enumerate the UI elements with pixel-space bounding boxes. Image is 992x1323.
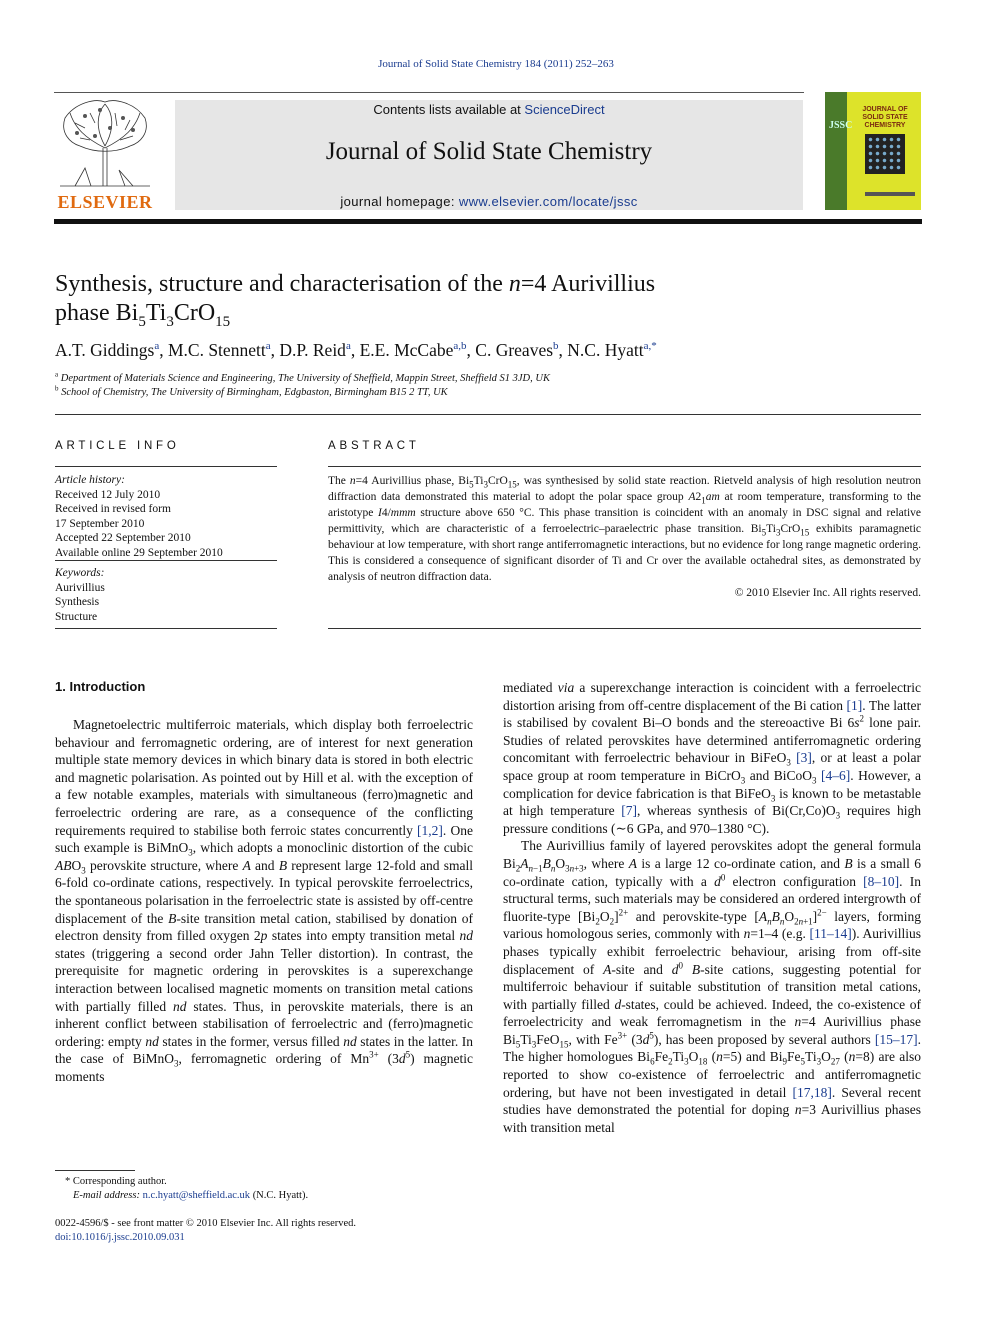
copyright: © 2010 Elsevier Inc. All rights reserved. [734, 587, 921, 599]
article-info-heading: ARTICLE INFO [55, 440, 180, 452]
homepage-link[interactable]: www.elsevier.com/locate/jssc [458, 194, 638, 209]
journal-title: Journal of Solid State Chemistry [325, 138, 653, 165]
keywords: Keywords: Aurivillius Synthesis Structure [55, 567, 105, 623]
masthead-top-rule [54, 92, 804, 93]
footnote-rule [55, 1170, 135, 1171]
author-list: A.T. Giddings$^a$, M.C. Stennett$^a$, D.P. Reid$^a$, E.E. McCabe$^{a,b}$, C. Greaves$^b$, N.C. Hyatt$^{a,*}$ [55, 340, 657, 360]
divider [328, 466, 921, 467]
journal-cover-thumbnail[interactable] [825, 92, 921, 210]
homepage-line: journal homepage: www.elsevier.com/locate/jssc [340, 194, 638, 209]
section-heading: 1. Introduction [55, 679, 146, 694]
corresponding-footnote: * Corresponding author. E-mail address: n.c.hyatt@sheffield.ac.uk (N.C. Hyatt). [65, 1176, 309, 1201]
author[interactable]: M.C. Stennett [167, 340, 266, 360]
affiliation-b: $^b$ School of Chemistry, The University of Birmingham, Edgbaston, Birmingham B15 2 TT, UK [55, 384, 448, 398]
cover-publisher-mark [865, 192, 915, 196]
publisher-logo-text: ELSEVIER [57, 192, 153, 212]
sciencedirect-link[interactable]: ScienceDirect [524, 102, 605, 117]
journal-citation[interactable]: Journal of Solid State Chemistry 184 (2011) 252–263 [378, 58, 614, 70]
divider [55, 466, 277, 467]
cover-spine-text: JSSC [829, 120, 853, 131]
elsevier-tree-logo-icon [55, 98, 155, 190]
email-link[interactable]: n.c.hyatt@sheffield.ac.uk [142, 1190, 251, 1201]
divider [55, 628, 277, 629]
body-column-left: Magnetoelectric multiferroic materials, which display both ferroelectric behaviour and ferromagnetic ordering, are of interest for next generation multiple state memory devices in which binary data is stored in both electric and magnetic polarisation. As pointed out by Hill et al. with the exception of a few notable examples, materials with simultaneous (ferro)magnetic and ferroelectric ordering are rare, as a consequence of the conflicting requirements required to stabilise both ferroic states concurrently [1,2]. One such example is BiMnO$_3$, which adopts a monoclinic distortion of the cubic $ABO_3$ perovskite structure, where A and B represent large 12-fold and small 6-fold co-ordinate cations, respectively. In typical perovskite ferroelectrics, the spontaneous polarisation in the ferroelectric state is assisted by off-centre displacement of the B-site transition metal cation, stabilised by donation of electron density from filled oxygen 2p states into empty transition metal nd states (triggering a second order Jahn Teller distortion). In contrast, the prerequisite for magnetic ordering in perovskites is a superexchange interaction between localised magnetic moments on transition metal cations with partially filled nd states. Thus, in perovskite materials, there is an inherent conflict between stabilisation of ferroelectric and (ferro)magnetic ordering: empty nd states in the former, versus filled nd states in the latter. In the case of BiMnO$_3$, ferromagnetic ordering of $Mn^{3+}$ $(3d^5)$ magnetic moments [55, 717, 474, 1084]
contents-line: Contents lists available at ScienceDirect [373, 102, 605, 117]
cover-pattern [867, 136, 903, 172]
cover-spine [825, 92, 853, 210]
divider [328, 628, 921, 629]
author[interactable]: E.E. McCabe [359, 340, 454, 360]
divider [55, 560, 277, 561]
body-column-right: mediated via a superexchange interaction is coincident with a ferroelectric distortion arising from off-centre displacement of the Bi cation [1]. The latter is stabilised by covalent Bi–O bonds and the stereoactive Bi $6s^2$ lone pair. Studies of related perovskites have determined antiferromagnetic ordering concomitant with ferroelectric behaviour in BiFeO$_3$ [3], or at least a polar space group at room temperature in BiCrO$_3$ and BiCoO$_3$ [4–6]. However, a complication for device fabrication is that BiFeO$_3$ is known to be metastable at high temperature [7], whereas synthesis of $Bi(Cr,Co)O_3$ requires high pressure conditions (∼6 GPa, and 970–1380 °C). The Aurivillius family of layered perovskites adopt the general formula $Bi_2A_{n-1}B_nO_{3n+3}$, where A is a large 12 co-ordinate cation, and B is a small 6 co-ordinate cation, typically with a $d^0$ electron configuration [8–10]. In structural terms, such materials may be considered an ordered intergrowth of fluorite-type $[Bi_2O_2]^{2+}$ and perovskite-type $[A_nB_nO_{2n+1}]^{2-}$ layers, forming various homologous series, commonly with n=1–4 (e.g. [11–14]). Aurivillius phases typically exhibit ferroelectric behaviour, arising from off-site displacement of A-site and $d^0$ B-site cations, suggesting potential for multiferroic behaviour if suitable substitution of transition metal cations, with partially filled d-states, could be achieved. Indeed, the co-existence of ferroelectricity and weak ferromagnetism in the n=4 Aurivillius phase $Bi_5Ti_3FeO_{15}$, with $Fe^{3+}$ $(3d^5)$, has been proposed by several authors [15–17]. The higher homologues $Bi_6Fe_2Ti_3O_{18}$ (n=5) and $Bi_9Fe_5Ti_3O_{27}$ (n=8) are also reported to show co-existence of ferroelectric and antiferromagnetic ordering, but have not been investigated in detail [17,18]. Several recent studies have demonstrated the potential for doping n=3 Aurivillius phases with transition metal [503, 680, 921, 1135]
author[interactable]: N.C. Hyatt [567, 340, 644, 360]
article-title: Synthesis, structure and characterisation of the n=4 Aurivillius phase $Bi_5Ti_3CrO_{15}$ [55, 271, 656, 330]
abstract-heading: ABSTRACT [328, 440, 420, 452]
article-history: Article history: Received 12 July 2010 Received in revised form 17 September 2010 Accepted 22 September 2010 Available online 29 September 2010 [55, 474, 223, 559]
divider [55, 414, 921, 415]
author[interactable]: D.P. Reid [279, 340, 346, 360]
author[interactable]: C. Greaves [475, 340, 554, 360]
issn-footer: 0022-4596/$ - see front matter © 2010 Elsevier Inc. All rights reserved. doi:10.1016/j.jssc.2010.09.031 [55, 1218, 357, 1243]
abstract-text: The n=4 Aurivillius phase, $Bi_5Ti_3CrO_{15}$, was synthesised by solid state reaction. Rietveld analysis of high resolution neutron diffraction data demonstrated this material to adopt the polar space group $A2_1am$ at room temperature, transforming to the aristotype I4/mmm structure above 650 °C. This phase transition is coincident with an anomaly in DSC signal and relative permittivity, which are characteristic of a ferroelectric–paraelectric phase transition. $Bi_5Ti_3CrO_{15}$ exhibits paramagnetic behaviour at low temperature, with short range antiferromagnetic interactions, but no evidence for long range magnetic ordering. This is considered a consequence of significant disorder of Ti and Cr over the available octahedral sites, as demonstrated by analysis of neutron diffraction data. © 2010 Elsevier Inc. All rights reserved. [328, 475, 922, 599]
cover-title: JOURNAL OF SOLID STATE CHEMISTRY [862, 106, 908, 129]
masthead-bottom-rule [54, 219, 922, 224]
doi-link[interactable]: doi:10.1016/j.jssc.2010.09.031 [55, 1232, 185, 1243]
author[interactable]: A.T. Giddings [55, 340, 155, 360]
affiliation-a: $^a$ Department of Materials Science and Engineering, The University of Sheffield, Mappin Street, Sheffield S1 3JD, UK [55, 370, 550, 384]
